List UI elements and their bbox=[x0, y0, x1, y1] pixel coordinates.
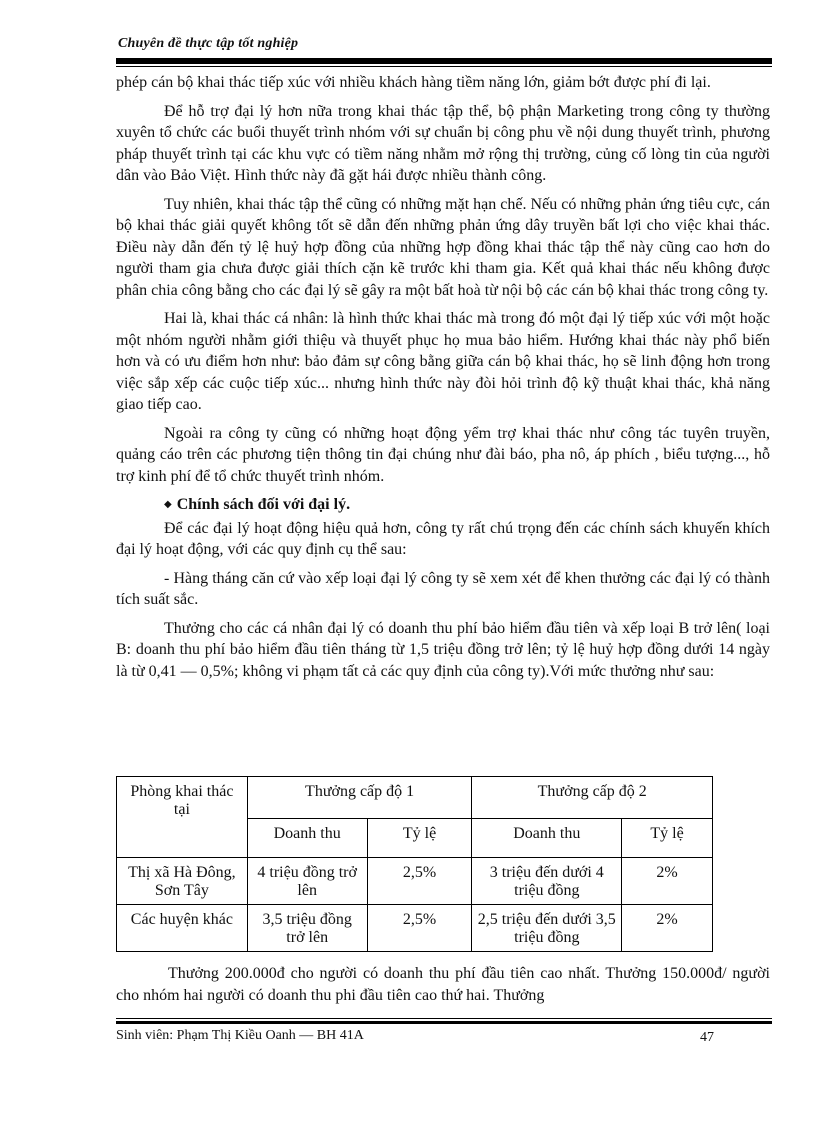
paragraph-5: Ngoài ra công ty cũng có những hoạt động yểm trợ khai thác như công tác tuyên truyền, quảng cáo trên các phương tiện thông tin đại chúng như đài báo, pha nô, áp phích , biểu tượng..., hỗ trợ kinh phí để tổ chức thuyết trình nhóm. bbox=[116, 424, 770, 485]
table-header-row bbox=[117, 777, 713, 819]
diamond-bullet-icon: ◆ bbox=[164, 499, 172, 510]
footer-rule bbox=[116, 1018, 772, 1019]
cell-office: Thị xã Hà Đông, Sơn Tây bbox=[117, 858, 248, 905]
section-heading bbox=[116, 494, 770, 516]
subheader-revenue-2: Doanh thu bbox=[472, 819, 622, 858]
cell-rate-2: 2% bbox=[622, 905, 713, 952]
header-rule-thin bbox=[116, 66, 772, 67]
footer-author: Sinh viên: Phạm Thị Kiều Oanh — BH 41A bbox=[116, 1028, 364, 1043]
header-level-1: Thưởng cấp độ 1 bbox=[247, 777, 472, 819]
paragraph-1: phép cán bộ khai thác tiếp xúc với nhiều khách hàng tiềm năng lớn, giảm bớt được phí đi lại. bbox=[116, 74, 711, 91]
paragraph-6: Để các đại lý hoạt động hiệu quả hơn, công ty rất chú trọng đến các chính sách khuyến khích đại lý hoạt động, với các quy định cụ thể sau: bbox=[116, 519, 770, 558]
section-heading-text: Chính sách đối với đại lý. bbox=[176, 496, 351, 513]
paragraph-7: - Hàng tháng căn cứ vào xếp loại đại lý công ty sẽ xem xét để khen thưởng các đại lý có thành tích suất sắc. bbox=[116, 569, 770, 608]
table-row bbox=[117, 858, 713, 905]
header-title: Chuyên đề thực tập tốt nghiệp bbox=[118, 36, 299, 51]
header-office: Phòng khai thác tại bbox=[117, 777, 248, 858]
page-number: 47 bbox=[700, 1030, 714, 1045]
subheader-rate-2: Tỷ lệ bbox=[622, 819, 713, 858]
cell-rate-2: 2% bbox=[622, 858, 713, 905]
paragraph-8: Thưởng cho các cá nhân đại lý có doanh thu phí bảo hiểm đầu tiên và xếp loại B trở lên( loại B: doanh thu phí bảo hiểm đầu tiên tháng từ 1,5 triệu đồng trở lên; tỷ lệ huỷ hợp đồng dưới 14 ngày là từ 0,41 — 0,5%; không vi phạm tất cả các quy định của công ty).Với mức thưởng như sau: bbox=[116, 619, 770, 680]
paragraph-3: Tuy nhiên, khai thác tập thể cũng có những mặt hạn chế. Nếu có những phản ứng tiêu cực, cán bộ khai thác giải quyết không tốt sẽ dẫn đến những phản ứng dây truyền bất lợi cho việc khai thác. Điều này dẫn đến tỷ lệ huỷ hợp đồng của những hợp đồng khai thác tập thể này cũng cao hơn do người tham gia chưa được giải thích cặn kẽ trước khi tham gia. Kết quả khai thác nếu không được phân chia công bằng cho các đại lý sẽ gây ra một bất hoà từ nội bộ các cán bộ khai thác trong công ty. bbox=[116, 195, 770, 299]
cell-rate-1: 2,5% bbox=[367, 905, 472, 952]
subheader-rate-1: Tỷ lệ bbox=[367, 819, 472, 858]
cell-rate-1: 2,5% bbox=[367, 858, 472, 905]
body-text bbox=[116, 72, 770, 689]
footer-rule-thick bbox=[116, 1021, 772, 1024]
cell-revenue-1: 3,5 triệu đồng trở lên bbox=[247, 905, 367, 952]
table-row bbox=[117, 905, 713, 952]
cell-revenue-1: 4 triệu đồng trở lên bbox=[247, 858, 367, 905]
tail-text bbox=[116, 963, 770, 1007]
cell-revenue-2: 3 triệu đến dưới 4 triệu đồng bbox=[472, 858, 622, 905]
header-level-2: Thưởng cấp độ 2 bbox=[472, 777, 713, 819]
paragraph-2: Để hỗ trợ đại lý hơn nữa trong khai thác tập thể, bộ phận Marketing trong công ty thường xuyên tổ chức các buổi thuyết trình nhóm với sự chuẩn bị công phu về nội dung thuyết trình, phương pháp thuyết trình tại các khu vực có tiềm năng nhằm mở rộng thị trường, củng cố lòng tin của người dân vào Bảo Việt. Hình thức này đã gặt hái được nhiều thành công. bbox=[116, 102, 770, 184]
subheader-revenue-1: Doanh thu bbox=[247, 819, 367, 858]
reward-table bbox=[116, 776, 713, 952]
header-rule bbox=[116, 58, 772, 64]
paragraph-4: Hai là, khai thác cá nhân: là hình thức khai thác mà trong đó một đại lý tiếp xúc với một hoặc một nhóm người nhằm giới thiệu và thuyết phục họ mua bảo hiểm. Hướng khai thác này phổ biến hơn và có ưu điểm hơn như: bảo đảm sự công bằng giữa cán bộ khai thác, họ sẽ linh động hơn trong việc sắp xếp các cuộc tiếp xúc... nhưng hình thức này đòi hỏi trình độ kỹ thuật khai thác, khả năng giao tiếp cao. bbox=[116, 310, 770, 413]
tail-paragraph: Thưởng 200.000đ cho người có doanh thu phí đầu tiên cao nhất. Thưởng 150.000đ/ người cho nhóm hai người có doanh thu phi đầu tiên cao thứ hai. Thưởng bbox=[116, 965, 770, 1004]
cell-office: Các huyện khác bbox=[117, 905, 248, 952]
cell-revenue-2: 2,5 triệu đến dưới 3,5 triệu đồng bbox=[472, 905, 622, 952]
